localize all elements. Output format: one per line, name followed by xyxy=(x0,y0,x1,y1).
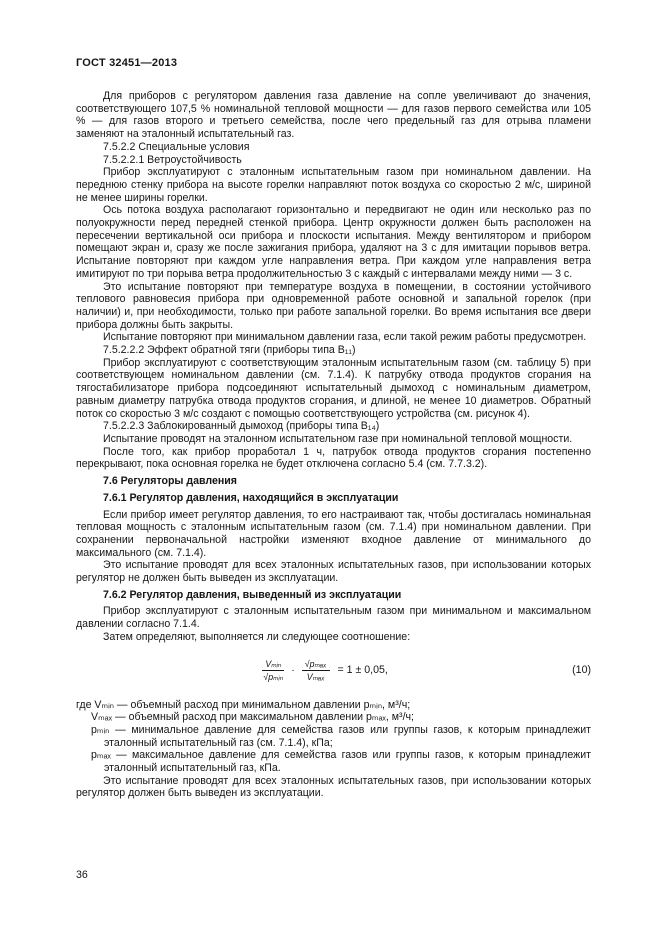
paragraph-regulator-in-service: Если прибор имеет регулятор давления, то его настраивают так, чтобы достигалась номинальная тепловая мощность с эталонным испытательным газом (см. 7.1.4) при номинальном давлении. При сохранении первоначальной настройки изменяют входное давление от минимального до максимального (см. 7.1.4). xyxy=(76,508,591,559)
paragraph-wind-repeat: Это испытание повторяют при температуре воздуха в помещении, в состоянии устойчивого теплового равновесия прибора при одновременной работе основной и запальной горелок (при наличии) и, при необходимости, только при работе запальной горелки. Во время испытания все двери прибора должны быть закрыты. xyxy=(76,280,591,331)
heading-7-5-2-2-2: 7.5.2.2.2 Эффект обратной тяги (приборы типа B₁₁) xyxy=(103,344,356,357)
multiplication-dot: · xyxy=(291,663,295,676)
definition-vmax: Vₘₐₓ — объемный расход при максимальном давлении pₘₐₓ, м³/ч; xyxy=(91,711,414,724)
definition-vmin: где Vₘᵢₙ — объемный расход при минимальном давлении pₘᵢₙ, м³/ч; xyxy=(76,698,411,711)
definition-pmax: pₘₐₓ — максимальное давление для семейства газов или группы газов, к которым принадлежит эталонный испытательный газ, кПа. xyxy=(91,749,591,775)
paragraph-regulator-out-service: Прибор эксплуатируют с эталонным испытательным газом при минимальном и максимальном давлении согласно 7.1.4. xyxy=(76,605,591,631)
paragraph-blocked-flue-test: Испытание проводят на эталонном испытательном газе при номинальной тепловой мощности. xyxy=(103,432,573,445)
paragraph-wind-test-setup: Прибор эксплуатируют с эталонным испытательным газом при номинальном давлении. На переднюю стенку прибора на высоте горелки направляют поток воздуха со скоростью 2 м/с, шириной не менее ширины горелки. xyxy=(76,166,591,204)
paragraph-blocked-flue-procedure: После того, как прибор проработал 1 ч, патрубок отвода продуктов сгорания постепенно перекрывают, пока основная горелка не будет отключена согласно 5.4 (см. 7.7.3.2). xyxy=(76,445,591,471)
paragraph-wind-axis: Ось потока воздуха располагают горизонтально и передвигают не один или несколько раз по полуокружности перед передней стенкой прибора. Центр окружности должен быть расположен на пересечении вертикальной оси прибора и плоскости испытания. Между вентилятором и прибором помещают экран и, сразу же после зажигания прибора, удаляют на 3 с для имитации порывов ветра. Испытание повторяют при каждом угле направления ветра. При каждом угле направления ветра имитируют по три порыва ветра продолжительностью 3 с каждый с интервалами между ними — 3 с. xyxy=(76,204,591,280)
heading-7-6: 7.6 Регуляторы давления xyxy=(103,475,237,488)
document-header: ГОСТ 32451—2013 xyxy=(76,57,178,69)
document-content xyxy=(76,90,591,800)
formula-denominator: Vₘₐₓ xyxy=(306,671,325,682)
heading-7-5-2-2-3: 7.5.2.2.3 Заблокированный дымоход (приборы типа B₁₄) xyxy=(103,420,380,433)
formula-right-hand-side: = 1 ± 0,05, xyxy=(337,663,388,676)
paragraph-backdraft-setup: Прибор эксплуатируют с соответствующим эталонным испытательным газом (см. таблицу 5) при соответствующем номинальном давлении (см. 7.1.4). К патрубку отвода продуктов сгорания на тягостабилизаторе прибора подсоединяют испытательный дымоход с номинальным диаметром, равным диаметру патрубка отвода продуктов сгорания, и длиной, не менее 10 диаметров. Обратный поток со скоростью 3 м/с создают с помощью соответствующего устройства (см. рисунок 4). xyxy=(76,356,591,420)
heading-7-5-2-2: 7.5.2.2 Специальные условия xyxy=(103,140,250,153)
fraction-sqrt-pmax-over-vmax xyxy=(302,659,330,682)
heading-7-5-2-2-1: 7.5.2.2.1 Ветроустойчивость xyxy=(103,153,242,166)
formula-denominator: √pₘᵢₙ xyxy=(263,671,284,682)
paragraph-min-pressure-repeat: Испытание повторяют при минимальном давлении газа, если такой режим работы предусмотрен. xyxy=(103,331,587,344)
paragraph-regulator-in-service-gases: Это испытание проводят для всех эталонных испытательных газов, при использовании которых регулятор не должен быть выведен из эксплуатации. xyxy=(76,559,591,585)
paragraph-regulator-out-service-gases: Это испытание проводят для всех эталонных испытательных газов, при использовании которых регулятор должен быть выведен из эксплуатации. xyxy=(76,774,591,800)
paragraph-regulator-nozzle: Для приборов с регулятором давления газа давление на сопле увеличивают до значения, соответствующего 107,5 % номинальной тепловой мощности — для газов первого семейства или 105 % — для газов второго и третьего семейства, после чего предельный газ для отрыва пламени заменяют на эталонный испытательный газ. xyxy=(76,90,591,141)
formula-numerator: √pₘₐₓ xyxy=(302,659,330,671)
page-number: 36 xyxy=(76,869,88,881)
heading-7-6-1: 7.6.1 Регулятор давления, находящийся в эксплуатации xyxy=(103,491,399,504)
paragraph-ratio-intro: Затем определяют, выполняется ли следующее соотношение: xyxy=(103,630,411,643)
definition-pmin: pₘᵢₙ — минимальное давление для семейства газов или группы газов, к которым принадлежит эталонный испытательный газ (см. 7.1.4), кПа; xyxy=(91,723,591,749)
formula-numerator: Vₘᵢₙ xyxy=(262,659,284,671)
formula-10 xyxy=(76,659,572,682)
fraction-vmin-over-sqrt-pmin xyxy=(262,659,284,682)
heading-7-6-2: 7.6.2 Регулятор давления, выведенный из эксплуатации xyxy=(103,588,402,601)
formula-number-label: (10) xyxy=(572,663,591,676)
formula-10-row xyxy=(76,659,591,682)
